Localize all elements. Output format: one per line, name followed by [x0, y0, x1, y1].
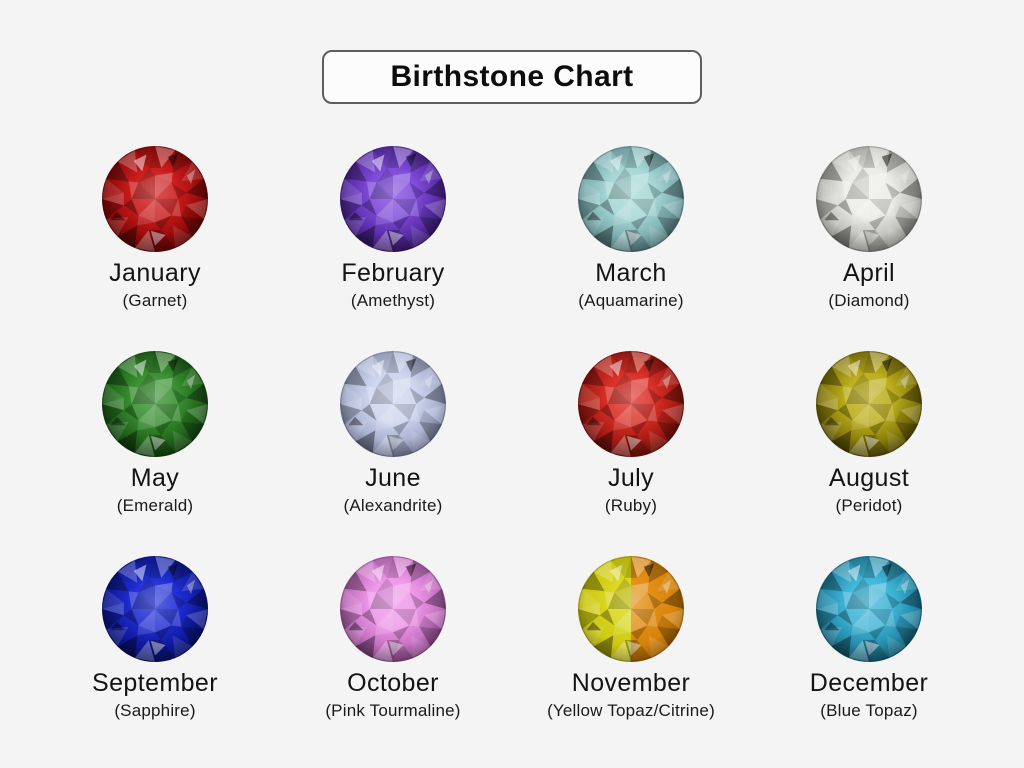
month-label: November [571, 669, 691, 698]
gem-facets-icon [816, 351, 922, 457]
gem-facets-icon [340, 146, 446, 252]
title-area [0, 0, 1024, 104]
stone-label: (Amethyst) [350, 290, 436, 310]
stone-label: (Peridot) [835, 495, 903, 515]
month-label: December [809, 669, 929, 698]
gem-sapphire [102, 556, 208, 662]
stone-label: (Pink Tourmaline) [325, 701, 461, 721]
cell-july [512, 351, 750, 516]
stone-label: (Diamond) [828, 290, 910, 310]
gem-garnet [102, 146, 208, 252]
gem-facets-icon [578, 146, 684, 252]
gem-blue-topaz [816, 556, 922, 662]
cell-march [512, 146, 750, 311]
month-label: February [341, 259, 445, 287]
chart-title: Birthstone Chart [322, 50, 701, 104]
month-label: August [828, 464, 910, 493]
cell-may [36, 351, 274, 516]
gem-facets-icon [578, 351, 684, 457]
stone-label: (Blue Topaz) [820, 701, 918, 721]
month-label: January [109, 259, 201, 287]
stone-label: (Ruby) [604, 495, 658, 515]
gem-facets-icon [340, 351, 446, 457]
gem-alexandrite [340, 351, 446, 457]
gem-facets-icon [816, 146, 922, 252]
gem-yellow-topaz-citrine [578, 556, 684, 662]
gem-amethyst [340, 146, 446, 252]
stone-label: (Sapphire) [114, 701, 196, 721]
stone-label: (Emerald) [116, 495, 194, 515]
cell-april [750, 146, 988, 311]
birthstone-grid [36, 146, 988, 721]
gem-peridot [816, 351, 922, 457]
cell-january [36, 146, 274, 311]
gem-diamond [816, 146, 922, 252]
cell-august [750, 351, 988, 516]
month-label: March [595, 259, 667, 287]
cell-september [36, 556, 274, 721]
cell-october [274, 556, 512, 721]
cell-february [274, 146, 512, 311]
gem-facets-icon [102, 556, 208, 662]
cell-november [512, 556, 750, 721]
gem-facets-icon [578, 556, 684, 662]
gem-facets-icon [102, 351, 208, 457]
gem-facets-icon [340, 556, 446, 662]
stone-label: (Aquamarine) [578, 290, 684, 310]
gem-facets-icon [816, 556, 922, 662]
stone-label: (Alexandrite) [343, 495, 443, 515]
cell-december [750, 556, 988, 721]
gem-emerald [102, 351, 208, 457]
month-label: April [842, 259, 895, 287]
gem-aquamarine [578, 146, 684, 252]
gem-ruby [578, 351, 684, 457]
stone-label: (Yellow Topaz/Citrine) [547, 701, 715, 721]
month-label: June [365, 464, 421, 493]
month-label: September [92, 669, 218, 698]
gem-pink-tourmaline [340, 556, 446, 662]
cell-june [274, 351, 512, 516]
month-label: October [347, 669, 439, 698]
gem-facets-icon [102, 146, 208, 252]
stone-label: (Garnet) [122, 290, 188, 310]
month-label: July [607, 464, 655, 493]
month-label: May [130, 464, 180, 493]
